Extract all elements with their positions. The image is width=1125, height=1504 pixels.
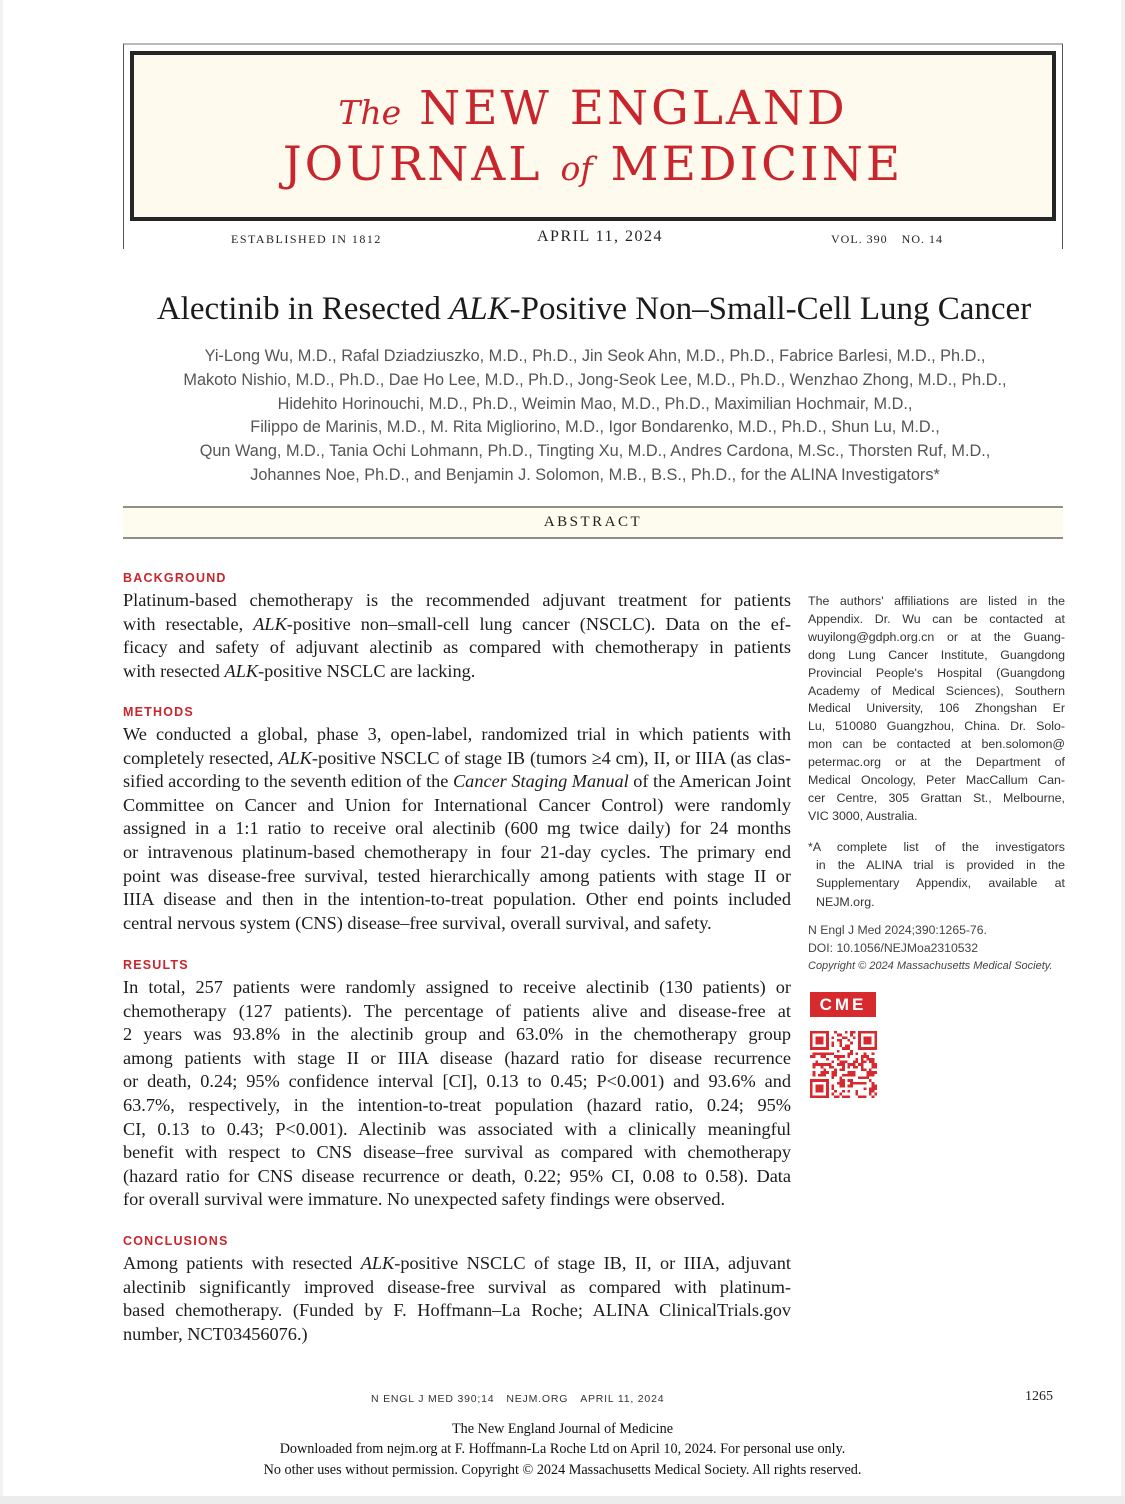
footnote-line: in the ALINA trial is provided in the: [816, 858, 1065, 873]
section-heading: CONCLUSIONS: [123, 1234, 229, 1248]
author-affiliations: [808, 593, 1065, 826]
text-line: alectinib significantly improved disease-free survival as compared with platinum-: [123, 1276, 791, 1297]
download-line: Downloaded from nejm.org at F. Hoffmann-La Roche Ltd on April 10, 2024. For personal use only.: [279, 1441, 846, 1458]
text-line: with resectable, ALK-positive non–small-cell lung cancer (NSCLC). Data on the ef-: [123, 613, 791, 634]
text-line: number, NCT03456076.): [123, 1323, 308, 1344]
text-line: completely resected, ALK-positive NSCLC of stage IB (tumors ≥4 cm), II, or IIIA (as clas-: [123, 747, 792, 768]
cme-badge[interactable]: CME: [810, 992, 876, 1017]
affiliation-line: cer Centre, 305 Grattan St., Melbourne,: [808, 790, 1065, 805]
masthead-the: The: [338, 93, 402, 132]
text-line: based chemotherapy. (Funded by F. Hoffmann–La Roche; ALINA ClinicalTrials.gov: [123, 1300, 791, 1321]
masthead-line-1: [134, 81, 1052, 136]
affiliation-line: Lu, 510080 Guangzhou, China. Dr. Solo-: [808, 719, 1065, 734]
italic-term: ALK: [278, 747, 312, 768]
text-line: chemotherapy (127 patients). The percentage of patients alive and disease-free at: [123, 1000, 791, 1021]
author-line: Johannes Noe, Ph.D., and Benjamin J. Solomon, M.B., B.S., Ph.D., for the ALINA Investigators*: [250, 465, 940, 484]
affiliation-line: Appendix. Dr. Wu can be contacted at: [808, 611, 1065, 626]
italic-term: ALK: [360, 1253, 395, 1273]
affiliation-line: Provincial People's Hospital (Guangdong: [808, 665, 1065, 680]
author-line: Hidehito Horinouchi, M.D., Ph.D., Weimin Mao, M.D., Ph.D., Maximilian Hochmair, M.D.,: [277, 394, 913, 413]
section-methods: [123, 704, 791, 935]
italic-term: ALK: [224, 660, 259, 681]
download-line: No other uses without permission. Copyright © 2024 Massachusetts Medical Society. All rights reserved.: [263, 1461, 862, 1478]
text-line: or intravenous platinum-based chemotherapy in four 21-day cycles. The primary end: [123, 841, 791, 862]
text-line: Committee on Cancer and Union for International Cancer Control) were randomly: [123, 794, 791, 815]
download-line: The New England Journal of Medicine: [451, 1421, 674, 1437]
masthead-medicine: MEDICINE: [610, 137, 904, 192]
affiliation-line: Academy of Medical Sciences), Southern: [808, 683, 1065, 698]
italic-term: ALK: [253, 613, 287, 634]
text-line: with resected ALK-positive NSCLC are lacking.: [123, 660, 476, 681]
text-line: or death, 0.24; 95% confidence interval [CI], 0.13 to 0.45; P<0.001) and 93.6% and: [123, 1071, 791, 1092]
italic-term: Cancer Staging Manual: [452, 771, 629, 792]
affiliation-line: Medical University, 106 Zhongshan Er: [808, 701, 1065, 716]
title-part: Alectinib in Resected: [156, 291, 450, 327]
established-label: ESTABLISHED IN 1812: [231, 232, 382, 246]
text-line: (hazard ratio for CNS disease recurrence or death, 0.22; 95% CI, 0.08 to 0.58). Data: [123, 1165, 791, 1186]
text-line: benefit with respect to CNS disease–free survival as compared with chemotherapy: [123, 1142, 791, 1163]
masthead-journal: JOURNAL: [282, 137, 543, 192]
footnote-line: NEJM.org.: [816, 894, 875, 909]
text-line: IIIA disease and then in the intention-to-treat population. Other end points included: [123, 889, 791, 910]
masthead-new-england: NEW ENGLAND: [419, 81, 848, 136]
text-line: We conducted a global, phase 3, open-label, randomized trial in which patients with: [123, 724, 791, 744]
text-line: CI, 0.13 to 0.43; P<0.001). Alectinib was associated with a clinically meaningful: [123, 1118, 791, 1139]
section-body: [123, 723, 791, 935]
citation: N Engl J Med 2024;390:1265-76.: [808, 923, 987, 937]
affiliation-line: dong Lung Cancer Institute, Guangdong: [808, 647, 1065, 662]
issue-date: APRIL 11, 2024: [537, 228, 664, 245]
section-background: [123, 570, 791, 683]
author-line: Makoto Nishio, M.D., Ph.D., Dae Ho Lee, M.D., Ph.D., Jong-Seok Lee, M.D., Ph.D., Wenzhao Zhong, M.D., Ph.D.,: [183, 370, 1007, 389]
text-line: central nervous system (CNS) disease–free survival, overall survival, and safety.: [123, 912, 712, 933]
section-heading: RESULTS: [123, 958, 189, 972]
section-heading: METHODS: [123, 705, 194, 719]
title-part: -Positive Non–Small-Cell Lung Cancer: [509, 291, 1032, 327]
text-line: for overall survival were immature. No unexpected safety findings were observed.: [123, 1189, 726, 1210]
abstract-heading: ABSTRACT: [123, 506, 1063, 539]
section-results: [123, 957, 791, 1212]
title-gene-italic: ALK: [449, 291, 510, 327]
page-edge-bottom: [0, 1496, 1125, 1504]
affiliation-line: Medical Oncology, Peter MacCallum Can-: [808, 773, 1065, 788]
affiliation-line: The authors' affiliations are listed in the: [808, 594, 1065, 608]
masthead: [130, 51, 1056, 221]
author-line: Qun Wang, M.D., Tania Ochi Lohmann, Ph.D., Tingting Xu, M.D., Andres Cardona, M.Sc., Thorsten Ruf, M.D.,: [199, 442, 991, 461]
text-line: Platinum-based chemotherapy is the recommended adjuvant treatment for patients: [123, 590, 791, 610]
text-line: point was disease-free survival, tested hierarchically among patients with stage II or: [123, 865, 791, 886]
affiliation-line: wuyilong@gdph.org.cn or at the Guang-: [808, 629, 1065, 644]
author-list: [120, 345, 1070, 488]
footer-date: APRIL 11, 2024: [580, 1393, 665, 1405]
volume-number: VOL. 390: [831, 232, 888, 246]
text-line: sified according to the seventh edition of the Cancer Staging Manual of the American Joint: [123, 771, 792, 792]
text-line: ficacy and safety of adjuvant alectinib as compared with chemotherapy in patients: [123, 637, 791, 658]
copyright: Copyright © 2024 Massachusetts Medical Society.: [808, 960, 1053, 972]
volume-issue: [831, 232, 943, 247]
journal-abbrev: N ENGL J MED 390;14: [371, 1393, 495, 1405]
article-title: [100, 291, 1088, 328]
author-line: Yi-Long Wu, M.D., Rafal Dziadziuszko, M.D., Ph.D., Jin Seok Ahn, M.D., Ph.D., Fabrice Barlesi, M.D., Ph.D.,: [204, 347, 986, 365]
footnote-line: *A complete list of the investigators: [808, 840, 1065, 854]
text-line: Among patients with resected ALK-positive NSCLC of stage IB, II, or IIIA, adjuvant: [123, 1253, 791, 1273]
qr-code-icon[interactable]: [810, 1031, 877, 1098]
author-line: Filippo de Marinis, M.D., M. Rita Migliorino, M.D., Igor Bondarenko, M.D., Ph.D., Shun Lu, M.D.,: [250, 418, 940, 437]
affiliation-line: petermac.org or at the Department of: [808, 755, 1065, 770]
download-notice: [0, 1419, 1125, 1480]
text-line: In total, 257 patients were randomly assigned to receive alectinib (130 patients) or: [123, 977, 791, 997]
text-line: assigned in a 1:1 ratio to receive oral alectinib (600 mg twice daily) for 24 months: [123, 818, 791, 839]
masthead-of: of: [560, 149, 593, 188]
citation-block: [808, 921, 1065, 975]
page-number: 1265: [1025, 1389, 1053, 1404]
footnote-line: Supplementary Appendix, available at: [816, 876, 1065, 891]
text-line: 2 years was 93.8% in the alectinib group and 63.0% in the chemotherapy group: [123, 1024, 791, 1045]
section-body: [123, 976, 791, 1212]
section-heading: BACKGROUND: [123, 571, 227, 585]
affiliation-line: mon can be contacted at ben.solomon@: [808, 737, 1065, 752]
section-body: [123, 1252, 791, 1346]
doi[interactable]: DOI: 10.1056/NEJMoa2310532: [808, 941, 979, 955]
affiliation-line: VIC 3000, Australia.: [808, 808, 918, 823]
site-label: NEJM.ORG: [506, 1393, 569, 1405]
section-conclusions: [123, 1233, 791, 1346]
investigators-footnote: [808, 838, 1065, 911]
issue-number: NO. 14: [901, 232, 944, 246]
running-footer: [371, 1393, 664, 1405]
text-line: among patients with stage II or IIIA disease (hazard ratio for disease recurrence: [123, 1047, 791, 1068]
page-edge-right: [1121, 0, 1125, 1504]
page-edge-left: [0, 0, 3, 1504]
masthead-line-2: [134, 137, 1052, 192]
text-line: 63.7%, respectively, in the intention-to-treat population (hazard ratio, 0.24; 95%: [123, 1094, 791, 1115]
section-body: [123, 589, 791, 683]
